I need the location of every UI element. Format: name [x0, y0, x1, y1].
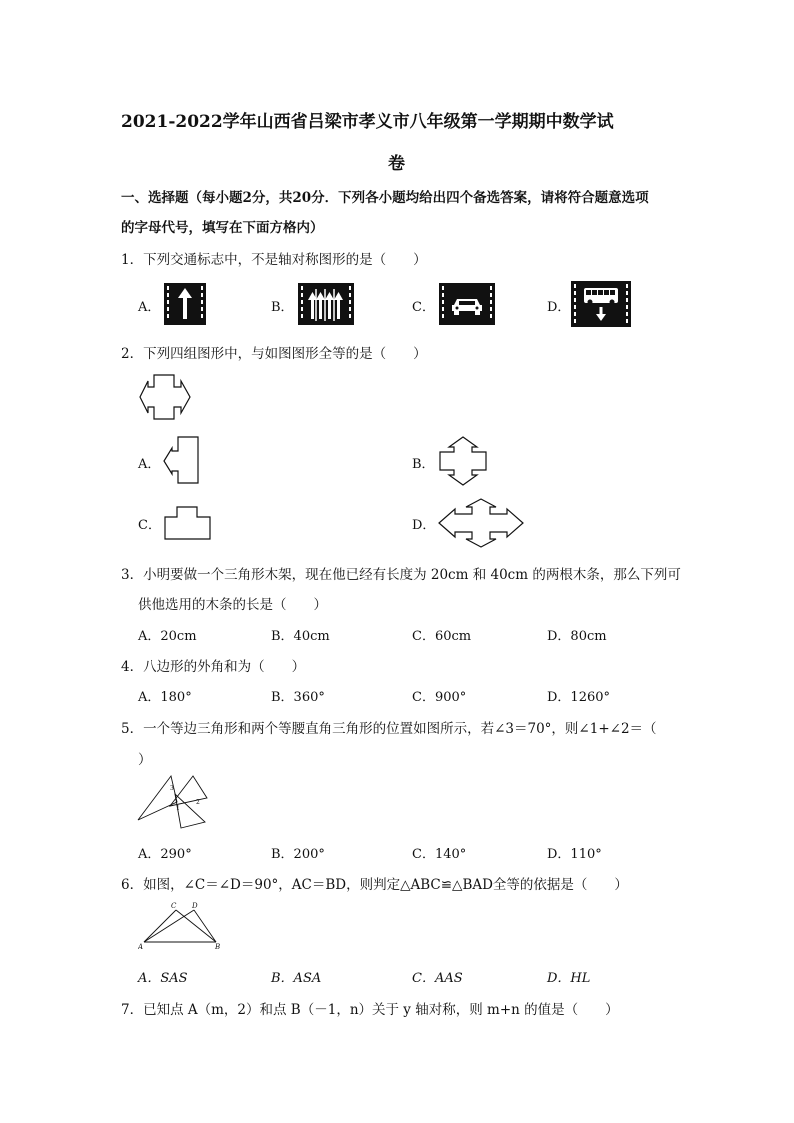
q3-option-d: D．80cm — [547, 629, 607, 644]
q6-triangles-figure — [138, 902, 224, 950]
q2-option-b-label: B． — [412, 457, 435, 472]
q1-option-c-label: C． — [412, 300, 435, 315]
q6-point-a-label: A — [138, 943, 144, 950]
q2-option-c-label: C． — [138, 518, 161, 533]
q2-option-a-shape — [162, 436, 202, 484]
q3-option-b: B．40cm — [271, 629, 330, 644]
q2-option-d-label: D． — [412, 518, 436, 533]
q5-option-d: D．110° — [547, 847, 602, 862]
q5-angle-3-label: 3 — [170, 785, 174, 792]
q6-point-d-label: D — [192, 902, 198, 910]
q5-triangles-figure — [137, 772, 209, 830]
lane-direction-arrows-icon — [298, 283, 354, 329]
section-heading-continued: 的字母代号，填写在下面方格内） — [121, 220, 324, 236]
q4-option-d: D．1260° — [547, 690, 611, 705]
straight-ahead-arrow-icon — [164, 283, 206, 329]
question-3-stem: 3．小明要做一个三角形木架，现在他已经有长度为 20cm 和 40cm 的两根木条，那么下列可 — [121, 567, 681, 583]
q5-angle-2-label: 2 — [196, 799, 200, 806]
q2-option-d-shape — [437, 498, 525, 548]
question-3-stem-continued: 供他选用的木条的长是（ ） — [138, 597, 327, 613]
q1-option-b-label: B． — [271, 300, 294, 315]
q5-angle-1-label: 1 — [176, 805, 180, 812]
q6-point-c-label: C — [171, 902, 177, 910]
reference-shape-figure — [138, 374, 192, 420]
question-6-stem: 6．如图，∠C＝∠D＝90°，AC＝BD，则判定△ABC≌△BAD全等的依据是（ ） — [121, 877, 628, 893]
question-2-stem: 2．下列四组图形中，与如图图形全等的是（ ） — [121, 346, 427, 362]
q6-option-d: D．HL — [547, 971, 591, 986]
q5-option-a: A．290° — [138, 847, 192, 862]
question-7-stem: 7．已知点 A（m，2）和点 B（－1，n）关于 y 轴对称，则 m+n 的值是（ ） — [121, 1002, 619, 1018]
section-heading: 一、选择题（每小题2分，共20分．下列各小题均给出四个备选答案，请将符合题意选项 — [121, 190, 649, 206]
q6-option-b: B．ASA — [271, 971, 322, 986]
question-1-stem: 1．下列交通标志中，不是轴对称图形的是（ ） — [121, 252, 427, 268]
q3-option-a: A．20cm — [138, 629, 197, 644]
q2-option-b-shape — [437, 436, 489, 486]
q4-option-a: A．180° — [138, 690, 192, 705]
q6-option-c: C．AAS — [412, 971, 463, 986]
q1-option-a-label: A． — [138, 300, 161, 315]
question-5-stem-continued: ） — [138, 752, 152, 768]
q6-point-b-label: B — [215, 943, 221, 950]
q1-option-d-label: D． — [547, 300, 571, 315]
q4-option-b: B．360° — [271, 690, 325, 705]
q2-option-a-label: A． — [138, 457, 161, 472]
car-icon — [439, 283, 495, 329]
q5-option-c: C．140° — [412, 847, 467, 862]
page-title: 2021-2022学年山西省吕梁市孝义市八年级第一学期期中数学试 — [121, 112, 614, 132]
q4-option-c: C．900° — [412, 690, 467, 705]
q5-option-b: B．200° — [271, 847, 325, 862]
q6-option-a: A．SAS — [138, 971, 188, 986]
page-title-continued: 卷 — [388, 154, 405, 174]
question-5-stem: 5．一个等边三角形和两个等腰直角三角形的位置如图所示，若∠3＝70°，则∠1+∠2＝（ — [121, 721, 657, 737]
q2-option-c-shape — [163, 503, 213, 541]
bus-lane-icon — [571, 281, 631, 331]
question-4-stem: 4．八边形的外角和为（ ） — [121, 659, 306, 675]
q3-option-c: C．60cm — [412, 629, 472, 644]
